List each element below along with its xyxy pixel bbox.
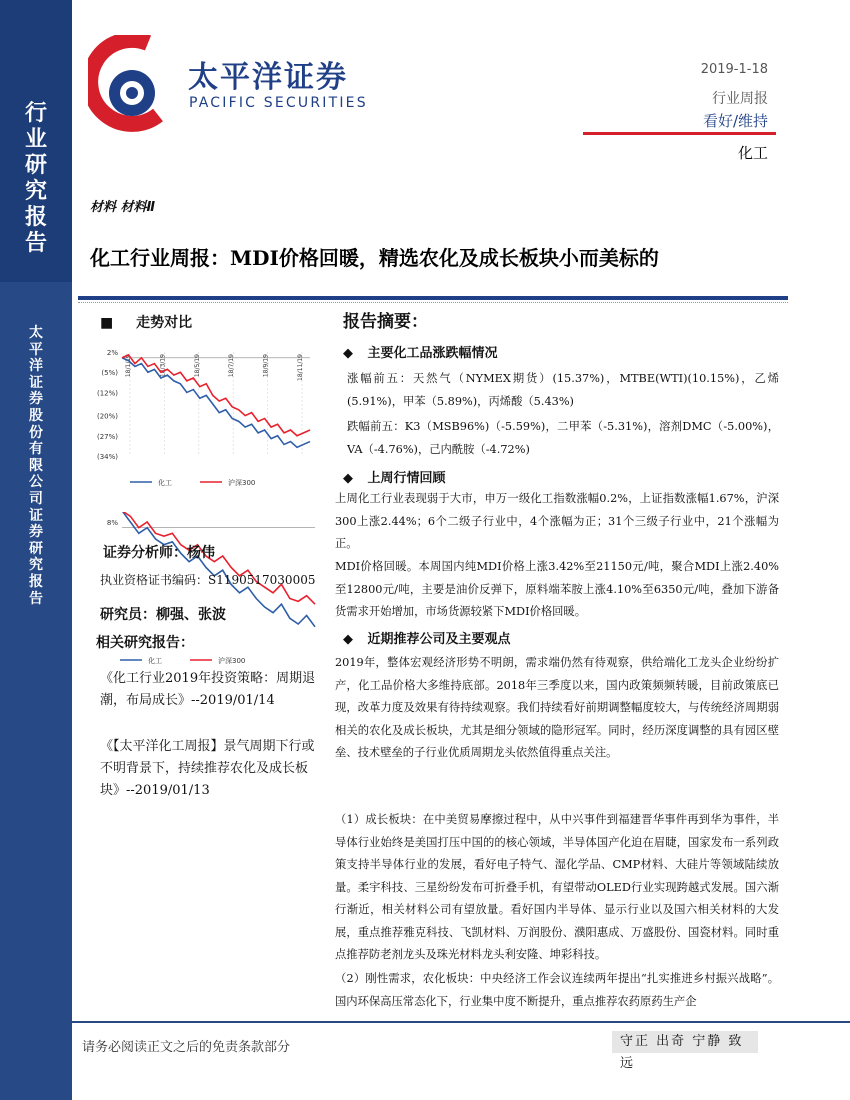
related-report-item[interactable]: 《【太平洋化工周报】景气周期下行或不明背景下，持续推荐农化及成长板块》--2019/01/13 xyxy=(100,739,315,798)
rating-underline xyxy=(583,132,776,135)
researchers: 研究员：柳强、张波 xyxy=(100,607,226,623)
diamond-bullet-icon: ◆ xyxy=(343,471,353,486)
x-tick-label: 18/3/19 xyxy=(159,354,167,378)
report-date: 2019-1-18 xyxy=(700,62,768,77)
trend-heading-row xyxy=(100,312,192,332)
series-line xyxy=(122,358,310,448)
legend-label: 化工 xyxy=(158,479,172,487)
mdi-paragraph: MDI价格回暖。本周国内纯MDI价格上涨3.42%至21150元/吨，聚合MDI上涨2.40%至12800元/吨，主要是油价反弹下，原料端苯胺上涨4.10%至6350元/吨，叠加下游备货需求开始增加，市场货源较紧下MDI价格回暖。 xyxy=(335,560,779,618)
x-tick-label: 18/1/19 xyxy=(125,354,132,378)
legend-label: 化工 xyxy=(148,657,162,665)
industry-label: 化工 xyxy=(737,144,768,162)
analyst-name: 证券分析师：杨伟 xyxy=(103,545,215,561)
agri-paragraph: （2）刚性需求，农化板块：中央经济工作会议连续两年提出“扎实推进乡村振兴战略”。国内环保高压常态化下，行业集中度不断提升，重点推荐农药原药生产企 xyxy=(335,972,779,1008)
x-tick-label: 18/7/19 xyxy=(228,354,236,378)
y-tick-label: 2% xyxy=(106,349,118,357)
rating: 看好/维持 xyxy=(702,112,768,130)
y-tick-label: 8% xyxy=(106,519,118,527)
related-reports-title: 相关研究报告： xyxy=(96,635,194,651)
diamond-bullet-icon: ◆ xyxy=(343,632,353,647)
gainers-paragraph: 涨幅前五：天然气（NYMEX期货）(15.37%)，MTBE(WTI)(10.15%)，乙烯(5.91%)，甲苯（5.89%)，丙烯酸（5.43%) xyxy=(347,372,779,408)
legend-label: 沪深300 xyxy=(228,479,256,487)
trend-heading: 走势对比 xyxy=(136,315,193,331)
market-paragraph: 上周化工行业表现弱于大市，申万一级化工指数涨幅0.2%，上证指数涨幅1.67%，沪深300上涨2.44%；6个二级子行业中，4个涨幅为正；31个三级子行业中，21个涨幅为正。 xyxy=(335,492,779,550)
section-title: 主要化工品涨跌幅情况 xyxy=(367,346,498,361)
outlook-paragraph: 2019年，整体宏观经济形势不明朗，需求端仍然有待观察，供给端化工龙头企业纷纷扩产，化工品价格大多维持底部。2018年三季度以来，国内政策频频转暖，目前政策底已现，改革力度及效果有待持续观察。我们持续看好前期调整幅度较大，与传统经济周期弱相关的农化及成长板块，尤其是细分领域的隐形冠军。同时，经历深度调整的具有园区壁垒、技术壁垒的子行业优质周期龙头依然值得重点关注。 xyxy=(335,656,779,759)
x-tick-label: 18/5/19 xyxy=(193,354,201,378)
section-heading-recommend xyxy=(343,628,511,647)
section-heading-market xyxy=(343,467,446,486)
trend-chart-1 xyxy=(90,340,320,490)
report-type: 行业周报 xyxy=(712,91,768,107)
y-tick-label: (20%) xyxy=(96,412,118,421)
motto: 守正 出奇 宁静 致远 xyxy=(612,1031,758,1053)
section-title: 上周行情回顾 xyxy=(367,471,446,486)
legend-label: 沪深300 xyxy=(218,657,246,665)
related-report-item[interactable]: 《化工行业2019年投资策略：周期退潮，布局成长》--2019/01/14 xyxy=(100,671,316,708)
x-tick-label: 18/11/19 xyxy=(297,354,304,381)
series-line xyxy=(122,355,310,436)
growth-paragraph: （1）成长板块：在中美贸易摩擦过程中，从中兴事件到福建晋华事件再到华为事件，半导体行业始终是美国打压中国的的核心领域，半导体国产化迫在眉睫，国家发布一系列政策支持半导体行业的发展，看好电子特气、湿化学品、CMP材料、大硅片等领域陆续放量。柔宇科技、三星纷纷发布可折叠手机，有望带动OLED行业实现跨越式发展。国六渐行渐近，相关材料公司有望放量。看好国内半导体、显示行业以及国六相关材料的大发展，重点推荐雅克科技、飞凯材料、万润股份、濮阳惠成、万盛股份、国瓷材料。同时重点推荐防老剂龙头及珠光材料龙头利安隆、坤彩科技。 xyxy=(335,813,779,961)
summary-title: 报告摘要： xyxy=(343,312,428,332)
page-title: 化工行业周报：MDI价格回暖，精选农化及成长板块小而美标的 xyxy=(90,246,659,270)
y-tick-label: (12%) xyxy=(96,389,118,398)
sidebar xyxy=(0,0,72,1100)
square-bullet-icon: ■ xyxy=(100,315,114,331)
section-title: 近期推荐公司及主要观点 xyxy=(367,632,511,647)
brand-name-cn: 太平洋证券 xyxy=(188,60,348,95)
title-divider xyxy=(78,296,788,300)
category-label: 材料 材料Ⅱ xyxy=(90,200,156,215)
footer-divider xyxy=(72,1021,850,1023)
brand-name-en: PACIFIC SECURITIES xyxy=(189,95,368,111)
diamond-bullet-icon: ◆ xyxy=(343,346,353,361)
y-tick-label: (5%) xyxy=(101,369,118,378)
losers-paragraph: 跌幅前五：K3（MSB96%)（-5.59%)，二甲苯（-5.31%)，溶剂DMC（-5.00%)，VA（-4.76%)，己内酰胺（-4.72%) xyxy=(347,420,779,456)
company-label: 太平洋证券股份有限公司证券研究报告 xyxy=(29,325,43,607)
license-number: 执业资格证书编码：S1190517030005 xyxy=(100,573,316,587)
report-kind-label: 行业研究报告 xyxy=(24,100,47,256)
dotted-divider xyxy=(78,302,788,303)
section-heading-prices xyxy=(343,342,498,361)
pacific-securities-logo xyxy=(88,35,173,135)
y-tick-label: (34%) xyxy=(96,453,118,461)
disclaimer: 请务必阅读正文之后的免责条款部分 xyxy=(82,1040,291,1055)
y-tick-label: (27%) xyxy=(96,432,118,441)
x-tick-label: 18/9/19 xyxy=(262,354,270,378)
